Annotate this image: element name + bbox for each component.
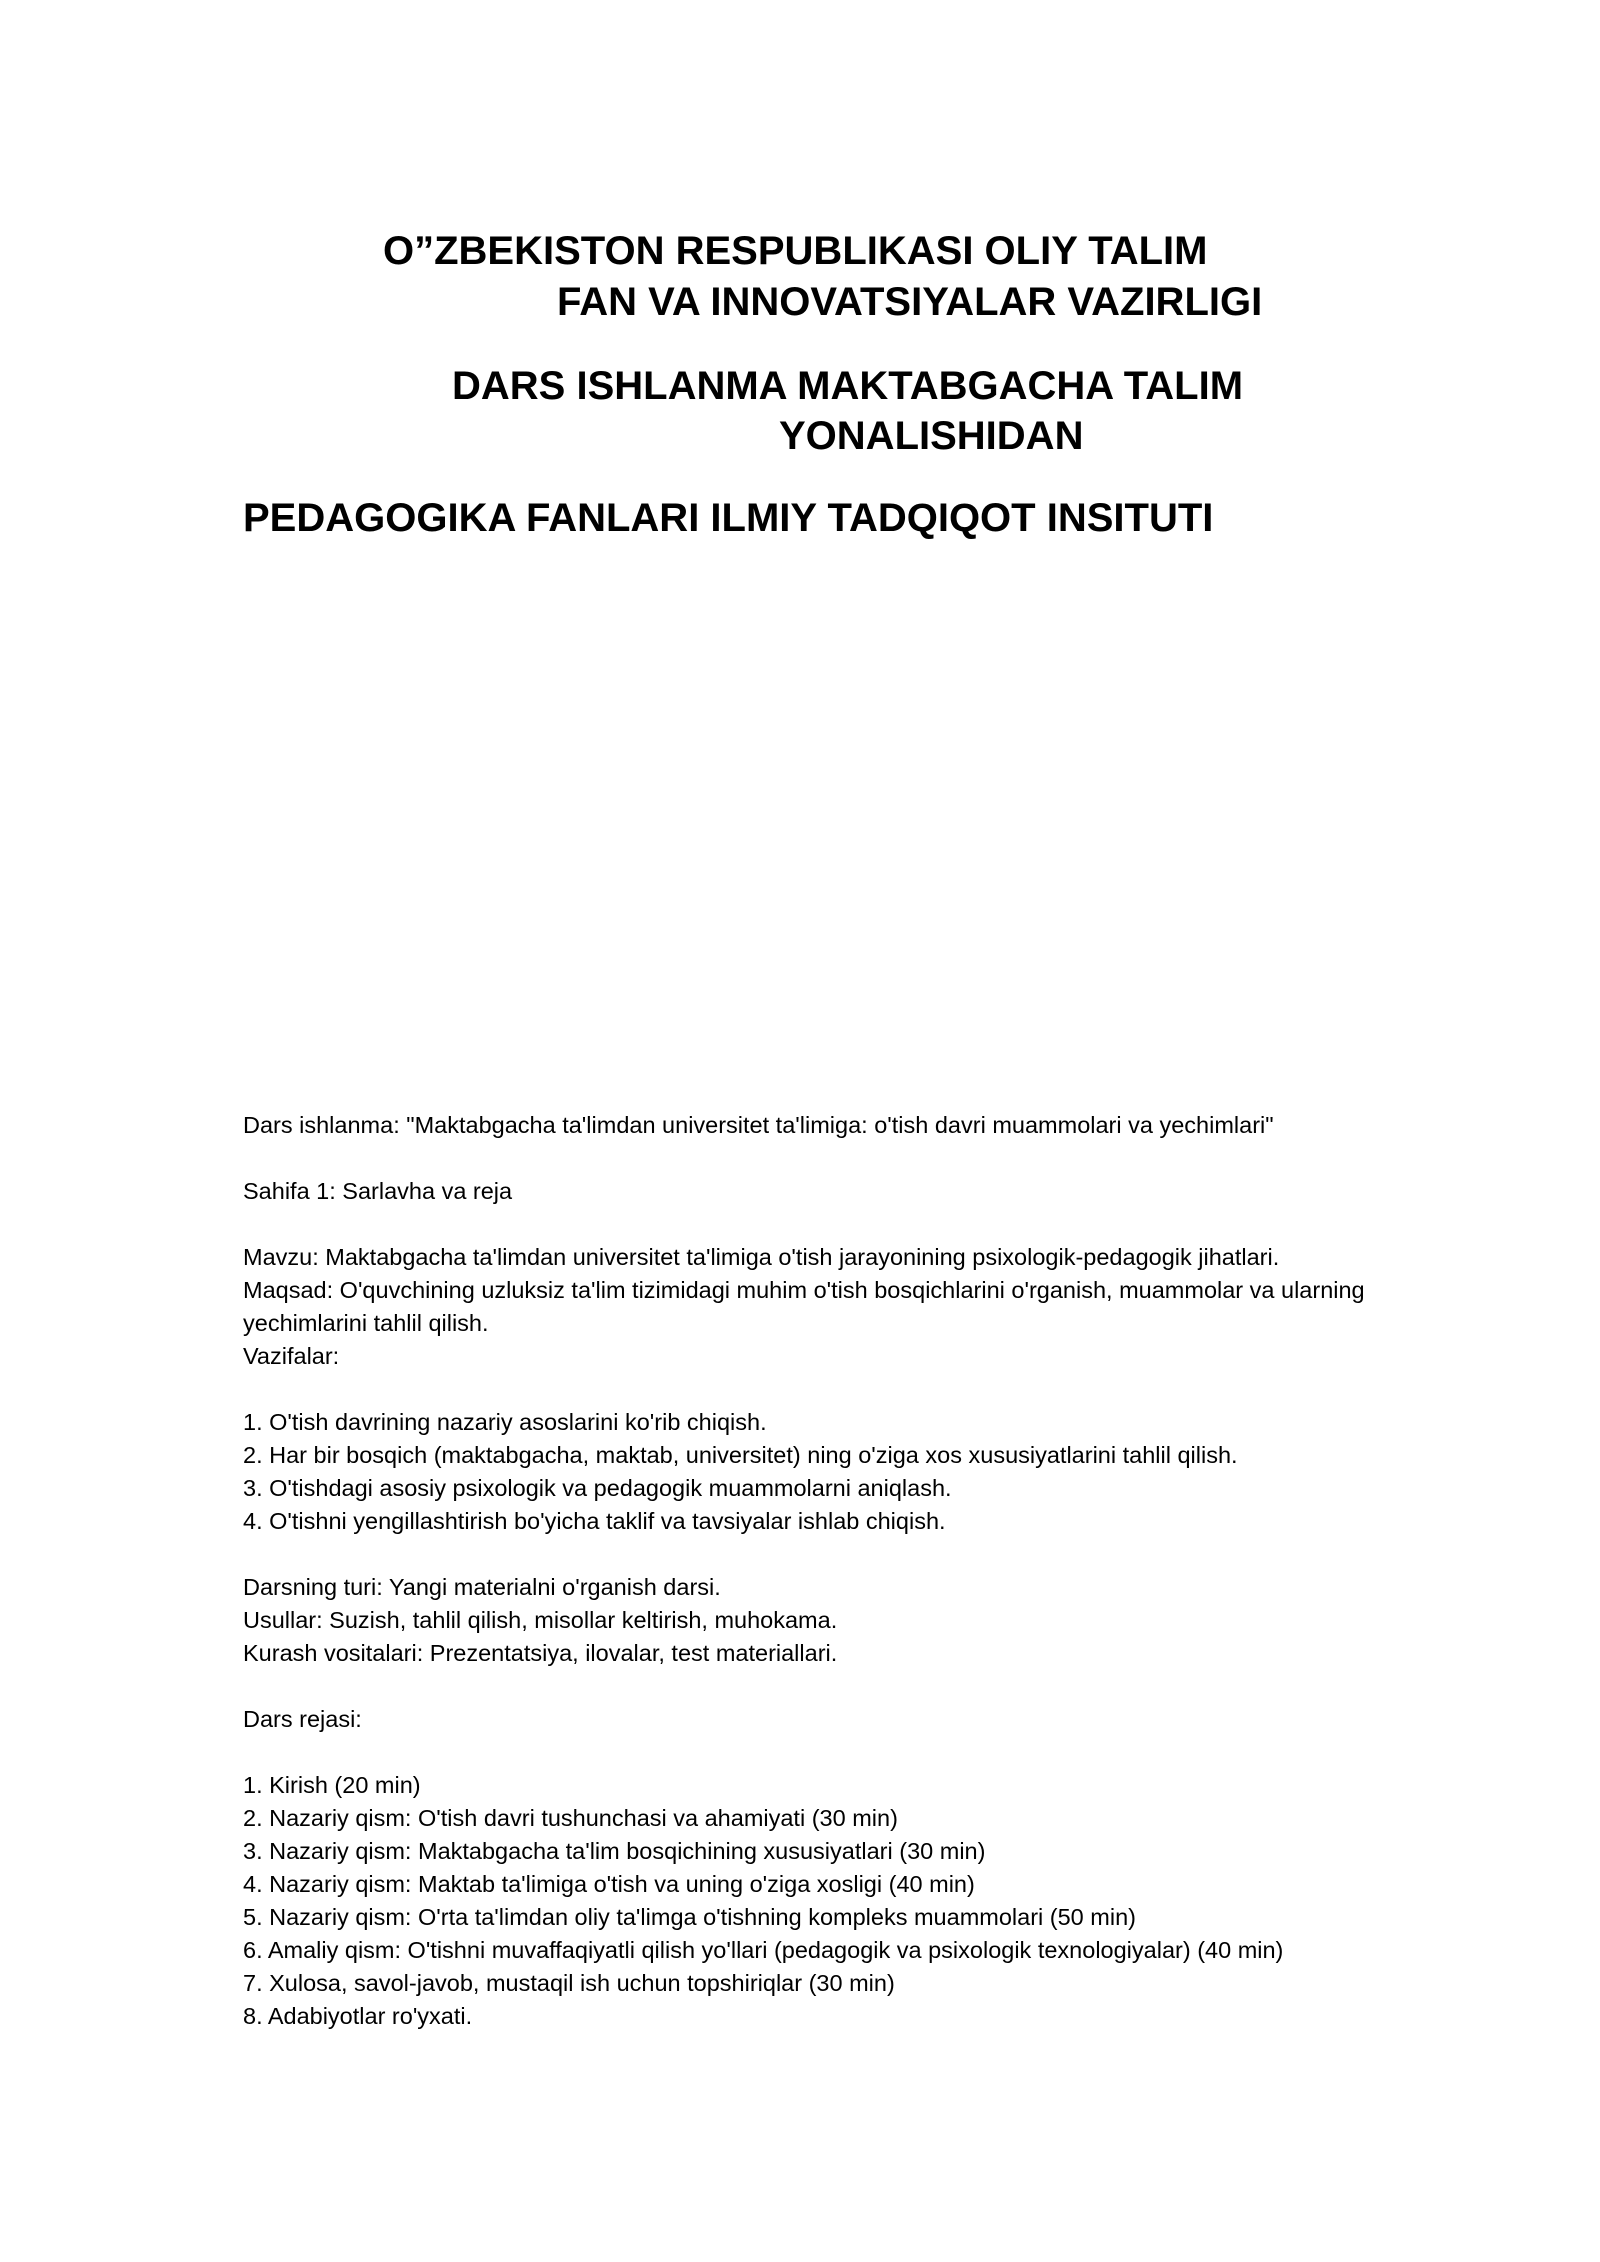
task-item: 4. O'tishni yengillashtirish bo'yicha taklif va tavsiyalar ishlab chiqish. xyxy=(243,1508,946,1534)
spacer xyxy=(243,1670,1403,1703)
methods-line: Usullar: Suzish, tahlil qilish, misollar keltirish, muhokama. xyxy=(243,1607,838,1633)
task-item: 2. Har bir bosqich (maktabgacha, maktab, universitet) ning o'ziga xos xususiyatlarini tahlil qilish. xyxy=(243,1442,1238,1468)
plan-item: 7. Xulosa, savol-javob, mustaqil ish uchun topshiriqlar (30 min) xyxy=(243,1970,895,1996)
plan-item: 3. Nazariy qism: Maktabgacha ta'lim bosqichining xususiyatlari (30 min) xyxy=(243,1838,986,1864)
task-item: 3. O'tishdagi asosiy psixologik va pedagogik muammolarni aniqlash. xyxy=(243,1475,952,1501)
spacer xyxy=(243,1538,1403,1571)
plan-item: 4. Nazariy qism: Maktab ta'limiga o'tish va uning o'ziga xosligi (40 min) xyxy=(243,1871,975,1897)
spacer xyxy=(243,1208,1403,1241)
lesson-type-line: Darsning turi: Yangi materialni o'rganish darsi. xyxy=(243,1574,721,1600)
tools-line: Kurash vositalari: Prezentatsiya, ilovalar, test materiallari. xyxy=(243,1640,838,1666)
lesson-plan-body xyxy=(243,1109,1403,2033)
plan-item: 5. Nazariy qism: O'rta ta'limdan oliy ta'limga o'tishning kompleks muammolari (50 min) xyxy=(243,1904,1136,1930)
ministry-title-line-2: FAN VA INNOVATSIYALAR VAZIRLIGI xyxy=(557,280,1263,324)
ministry-title-line-1: O”ZBEKISTON RESPUBLIKASI OLIY TALIM xyxy=(383,229,1208,273)
spacer xyxy=(243,1142,1403,1175)
plan-item: 2. Nazariy qism: O'tish davri tushunchasi va ahamiyati (30 min) xyxy=(243,1805,898,1831)
document-title-line-2: YONALISHIDAN xyxy=(779,414,1084,458)
spacer xyxy=(243,1373,1403,1406)
topic-line: Mavzu: Maktabgacha ta'limdan universitet ta'limiga o'tish jarayonining psixologik-pedagogik jihatlari. xyxy=(243,1244,1280,1270)
goal-line: Maqsad: O'quvchining uzluksiz ta'lim tizimidagi muhim o'tish bosqichlarini o'rganish, muammolar va ularning yechimlarini tahlil qilish. xyxy=(243,1277,1365,1336)
spacer xyxy=(243,1736,1403,1769)
lesson-title: Dars ishlanma: "Maktabgacha ta'limdan universitet ta'limiga: o'tish davri muammolari va yechimlari" xyxy=(243,1112,1274,1138)
plan-item: 8. Adabiyotlar ro'yxati. xyxy=(243,2003,473,2029)
document-title-line-1: DARS ISHLANMA MAKTABGACHA TALIM xyxy=(452,364,1244,408)
page-label: Sahifa 1: Sarlavha va reja xyxy=(243,1178,513,1204)
plan-item: 1. Kirish (20 min) xyxy=(243,1772,421,1798)
institute-title: PEDAGOGIKA FANLARI ILMIY TADQIQOT INSITUTI xyxy=(243,496,1214,540)
task-item: 1. O'tish davrining nazariy asoslarini ko'rib chiqish. xyxy=(243,1409,767,1435)
plan-item: 6. Amaliy qism: O'tishni muvaffaqiyatli qilish yo'llari (pedagogik va psixologik texnologiyalar) (40 min) xyxy=(243,1937,1284,1963)
tasks-label: Vazifalar: xyxy=(243,1343,340,1369)
plan-label: Dars rejasi: xyxy=(243,1706,362,1732)
